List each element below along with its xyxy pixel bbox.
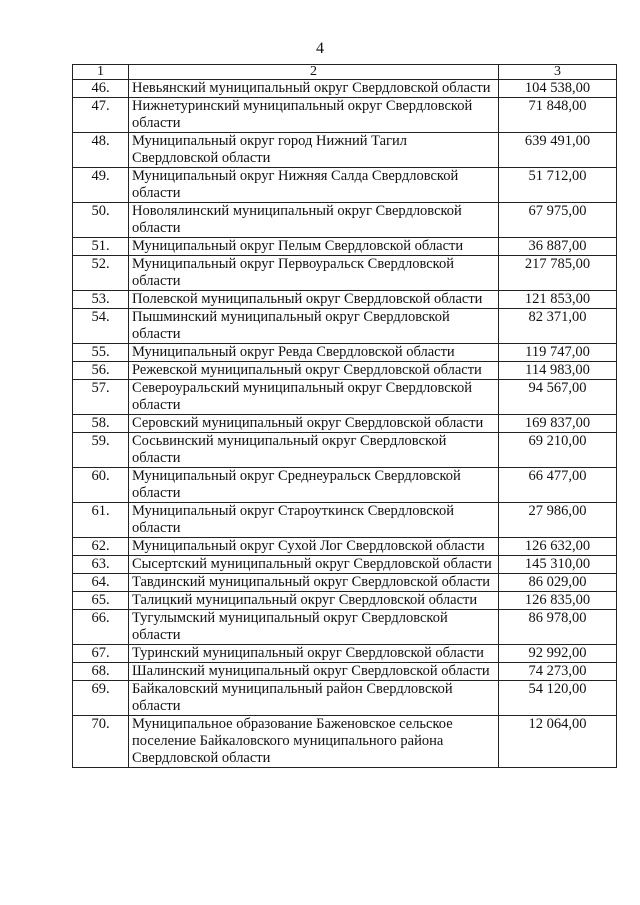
amount-cell: 86 029,00 bbox=[499, 574, 617, 592]
amount-cell: 86 978,00 bbox=[499, 610, 617, 645]
amount-cell: 104 538,00 bbox=[499, 80, 617, 98]
amount-cell: 51 712,00 bbox=[499, 168, 617, 203]
municipality-name: Муниципальный округ Сухой Лог Свердловской области bbox=[129, 538, 499, 556]
table-row bbox=[73, 362, 617, 380]
amount-cell: 74 273,00 bbox=[499, 663, 617, 681]
amount-cell: 639 491,00 bbox=[499, 133, 617, 168]
allocation-table bbox=[72, 64, 617, 768]
table-row bbox=[73, 415, 617, 433]
municipality-name: Туринский муниципальный округ Свердловской области bbox=[129, 645, 499, 663]
municipality-name: Муниципальный округ город Нижний Тагил Свердловской области bbox=[129, 133, 499, 168]
table-row bbox=[73, 344, 617, 362]
row-number: 55. bbox=[73, 344, 129, 362]
table-row bbox=[73, 538, 617, 556]
row-number: 52. bbox=[73, 256, 129, 291]
municipality-name: Муниципальный округ Первоуральск Свердловской области bbox=[129, 256, 499, 291]
amount-cell: 217 785,00 bbox=[499, 256, 617, 291]
table-row bbox=[73, 238, 617, 256]
row-number: 61. bbox=[73, 503, 129, 538]
table-row bbox=[73, 503, 617, 538]
municipality-name: Серовский муниципальный округ Свердловской области bbox=[129, 415, 499, 433]
table-row bbox=[73, 309, 617, 344]
municipality-name: Пышминский муниципальный округ Свердловской области bbox=[129, 309, 499, 344]
municipality-name: Невьянский муниципальный округ Свердловской области bbox=[129, 80, 499, 98]
table-row bbox=[73, 133, 617, 168]
row-number: 58. bbox=[73, 415, 129, 433]
table-row bbox=[73, 98, 617, 133]
municipality-name: Муниципальный округ Пелым Свердловской области bbox=[129, 238, 499, 256]
row-number: 59. bbox=[73, 433, 129, 468]
amount-cell: 169 837,00 bbox=[499, 415, 617, 433]
amount-cell: 145 310,00 bbox=[499, 556, 617, 574]
amount-cell: 27 986,00 bbox=[499, 503, 617, 538]
table-row bbox=[73, 256, 617, 291]
page-number: 4 bbox=[316, 40, 324, 57]
amount-cell: 121 853,00 bbox=[499, 291, 617, 309]
row-number: 51. bbox=[73, 238, 129, 256]
column-header-number: 1 bbox=[73, 65, 129, 80]
municipality-name: Муниципальный округ Ревда Свердловской области bbox=[129, 344, 499, 362]
table-row bbox=[73, 610, 617, 645]
municipality-name: Муниципальный округ Нижняя Салда Свердловской области bbox=[129, 168, 499, 203]
row-number: 67. bbox=[73, 645, 129, 663]
municipality-name: Полевской муниципальный округ Свердловской области bbox=[129, 291, 499, 309]
amount-cell: 66 477,00 bbox=[499, 468, 617, 503]
amount-cell: 36 887,00 bbox=[499, 238, 617, 256]
table-row bbox=[73, 592, 617, 610]
municipality-name: Талицкий муниципальный округ Свердловской области bbox=[129, 592, 499, 610]
row-number: 69. bbox=[73, 681, 129, 716]
row-number: 64. bbox=[73, 574, 129, 592]
table-row bbox=[73, 645, 617, 663]
municipality-name: Североуральский муниципальный округ Свердловской области bbox=[129, 380, 499, 415]
municipality-name: Сысертский муниципальный округ Свердловской области bbox=[129, 556, 499, 574]
municipality-name: Муниципальное образование Баженовское сельское поселение Байкаловского муниципального района Свердловской области bbox=[129, 716, 499, 768]
amount-cell: 114 983,00 bbox=[499, 362, 617, 380]
row-number: 53. bbox=[73, 291, 129, 309]
amount-cell: 94 567,00 bbox=[499, 380, 617, 415]
row-number: 60. bbox=[73, 468, 129, 503]
amount-cell: 119 747,00 bbox=[499, 344, 617, 362]
table-row bbox=[73, 681, 617, 716]
row-number: 50. bbox=[73, 203, 129, 238]
amount-cell: 12 064,00 bbox=[499, 716, 617, 768]
table-row bbox=[73, 663, 617, 681]
table-row bbox=[73, 203, 617, 238]
amount-cell: 92 992,00 bbox=[499, 645, 617, 663]
row-number: 57. bbox=[73, 380, 129, 415]
amount-cell: 126 835,00 bbox=[499, 592, 617, 610]
table-header-row bbox=[73, 65, 617, 80]
municipality-name: Сосьвинский муниципальный округ Свердловской области bbox=[129, 433, 499, 468]
row-number: 56. bbox=[73, 362, 129, 380]
row-number: 49. bbox=[73, 168, 129, 203]
amount-cell: 67 975,00 bbox=[499, 203, 617, 238]
municipality-name: Нижнетуринский муниципальный округ Свердловской области bbox=[129, 98, 499, 133]
row-number: 54. bbox=[73, 309, 129, 344]
row-number: 48. bbox=[73, 133, 129, 168]
column-header-amount: 3 bbox=[499, 65, 617, 80]
table-row bbox=[73, 168, 617, 203]
municipality-name: Байкаловский муниципальный район Свердловской области bbox=[129, 681, 499, 716]
row-number: 66. bbox=[73, 610, 129, 645]
row-number: 70. bbox=[73, 716, 129, 768]
row-number: 62. bbox=[73, 538, 129, 556]
row-number: 65. bbox=[73, 592, 129, 610]
municipality-name: Новолялинский муниципальный округ Свердловской области bbox=[129, 203, 499, 238]
amount-cell: 126 632,00 bbox=[499, 538, 617, 556]
amount-cell: 69 210,00 bbox=[499, 433, 617, 468]
row-number: 68. bbox=[73, 663, 129, 681]
table-row bbox=[73, 556, 617, 574]
municipality-name: Муниципальный округ Среднеуральск Свердловской области bbox=[129, 468, 499, 503]
municipality-name: Тугулымский муниципальный округ Свердловской области bbox=[129, 610, 499, 645]
table-row bbox=[73, 291, 617, 309]
table-row bbox=[73, 433, 617, 468]
table-row bbox=[73, 716, 617, 768]
municipality-name: Тавдинский муниципальный округ Свердловской области bbox=[129, 574, 499, 592]
row-number: 47. bbox=[73, 98, 129, 133]
column-header-name: 2 bbox=[129, 65, 499, 80]
table-row bbox=[73, 380, 617, 415]
municipality-name: Шалинский муниципальный округ Свердловской области bbox=[129, 663, 499, 681]
row-number: 63. bbox=[73, 556, 129, 574]
municipality-name: Режевской муниципальный округ Свердловской области bbox=[129, 362, 499, 380]
amount-cell: 54 120,00 bbox=[499, 681, 617, 716]
table-row bbox=[73, 574, 617, 592]
amount-cell: 71 848,00 bbox=[499, 98, 617, 133]
amount-cell: 82 371,00 bbox=[499, 309, 617, 344]
municipality-name: Муниципальный округ Староуткинск Свердловской области bbox=[129, 503, 499, 538]
table-row bbox=[73, 80, 617, 98]
table-row bbox=[73, 468, 617, 503]
row-number: 46. bbox=[73, 80, 129, 98]
